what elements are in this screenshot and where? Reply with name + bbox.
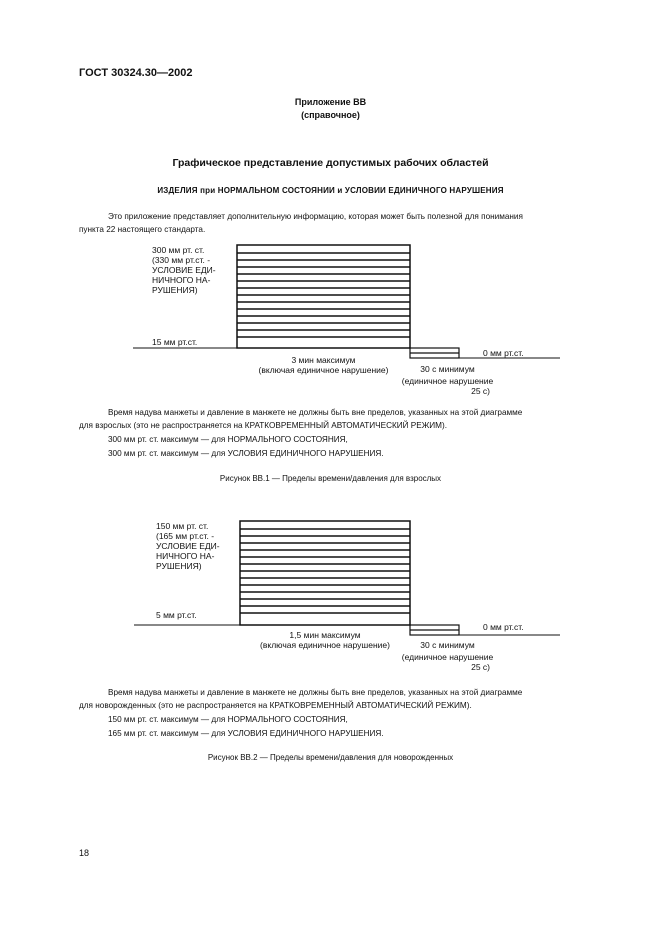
- figure1-upper-label: 300 мм рт. ст. (330 мм рт.ст. - УСЛОВИЕ ЕДИ- НИЧНОГО НА- РУШЕНИЯ): [152, 245, 216, 295]
- figure1-min-block: [410, 348, 459, 358]
- section-title: Графическое представление допустимых рабочих областей: [172, 157, 489, 169]
- figure2-note-line1: Время надува манжеты и давление в манжете не должны быть вне пределов, указанных на этой диаграмме: [108, 688, 523, 697]
- figure2-min-label-cont: (единичное нарушение 25 с): [401, 652, 494, 672]
- intro-line2: пункта 22 настоящего стандарта.: [79, 225, 206, 234]
- figure2-min-label: 30 с минимум: [420, 640, 475, 650]
- figure1-note-line2: для взрослых (это не распространяется на КРАТКОВРЕМЕННЫЙ АВТОМАТИЧЕСКИЙ РЕЖИМ).: [79, 421, 447, 430]
- annex-title: Приложение ВВ: [294, 97, 367, 107]
- figure2-diagram: [0, 516, 661, 651]
- figure1-min-label-cont: (единичное нарушение 25 с): [401, 376, 494, 396]
- figure1-note-line3: 300 мм рт. ст. максимум — для НОРМАЛЬНОГО СОСТОЯНИЯ,: [108, 435, 348, 444]
- intro-line1: Это приложение представляет дополнительную информацию, которая может быть полезной для понимания: [108, 212, 523, 221]
- page-number: 18: [79, 848, 90, 858]
- figure2-min-block: [410, 625, 459, 635]
- figure1-diagram: [0, 240, 661, 375]
- figure2-note-line3: 150 мм рт. ст. максимум — для НОРМАЛЬНОГО СОСТОЯНИЯ,: [108, 715, 348, 724]
- figure2-lower-label: 5 мм рт.ст.: [156, 610, 197, 620]
- figure1-zero-label: 0 мм рт.ст.: [483, 348, 524, 358]
- figure1-hatched-block: [237, 245, 410, 348]
- figure2-caption: Рисунок ВВ.2 — Пределы времени/давления для новорожденных: [207, 753, 454, 762]
- figure2-hatched-block: [240, 521, 410, 625]
- figure2-zero-label: 0 мм рт.ст.: [483, 622, 524, 632]
- figure2-upper-label: 150 мм рт. ст. (165 мм рт.ст. - УСЛОВИЕ ЕДИ- НИЧНОГО НА- РУШЕНИЯ): [156, 521, 220, 571]
- annex-subtitle: (справочное): [301, 110, 360, 120]
- figure2-main-label: 1,5 мин максимум (включая единичное нарушение): [260, 630, 390, 650]
- figure1-note-line1: Время надува манжеты и давление в манжете не должны быть вне пределов, указанных на этой диаграмме: [108, 408, 523, 417]
- figure2-note-line4: 165 мм рт. ст. максимум — для УСЛОВИЯ ЕДИНИЧНОГО НАРУШЕНИЯ.: [108, 729, 384, 738]
- figure1-note-line4: 300 мм рт. ст. максимум — для УСЛОВИЯ ЕДИНИЧНОГО НАРУШЕНИЯ.: [108, 449, 384, 458]
- figure1-main-label: 3 мин максимум (включая единичное нарушение): [258, 355, 389, 375]
- figure1-lower-label: 15 мм рт.ст.: [152, 337, 198, 347]
- standard-header: ГОСТ 30324.30—2002: [79, 67, 193, 79]
- section-subtitle: ИЗДЕЛИЯ при НОРМАЛЬНОМ СОСТОЯНИИ и УСЛОВИИ ЕДИНИЧНОГО НАРУШЕНИЯ: [157, 186, 504, 195]
- figure2-note-line2: для новорожденных (это не распространяется на КРАТКОВРЕМЕННЫЙ АВТОМАТИЧЕСКИЙ РЕЖИМ).: [79, 701, 472, 710]
- figure1-caption: Рисунок ВВ.1 — Пределы времени/давления для взрослых: [219, 474, 442, 483]
- figure1-min-label: 30 с минимум: [420, 364, 475, 374]
